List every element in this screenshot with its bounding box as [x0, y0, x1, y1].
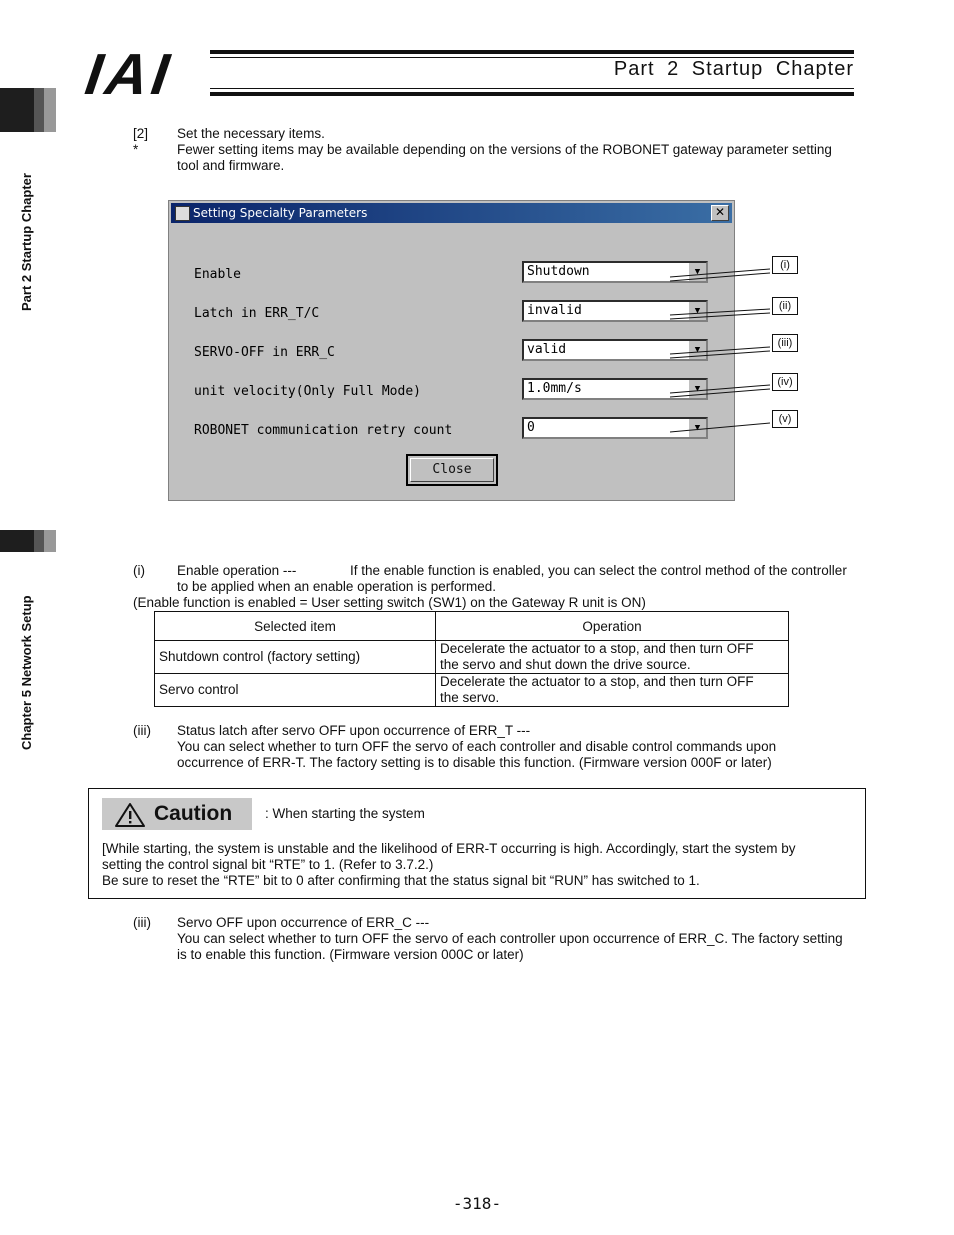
chevron-down-icon[interactable]: ▼	[688, 380, 706, 398]
warning-icon	[114, 802, 146, 828]
callout-iii: (iii)	[772, 334, 798, 352]
item-number: (i)	[133, 563, 145, 578]
chevron-down-icon[interactable]: ▼	[688, 263, 706, 281]
item-number: (iii)	[133, 915, 151, 930]
item-title: Enable operation ---	[177, 563, 297, 578]
step-text: Set the necessary items.	[177, 126, 325, 141]
close-button[interactable]: Close	[406, 454, 498, 486]
note-mark: *	[133, 142, 139, 157]
callout-iv: (iv)	[772, 373, 798, 391]
item-number: (iii)	[133, 723, 151, 738]
iai-logo: IAI	[81, 42, 177, 107]
caution-subtitle: : When starting the system	[265, 806, 425, 821]
table-row	[155, 674, 789, 707]
close-icon[interactable]: ✕	[711, 205, 729, 221]
latch-label: Latch in ERR_T/C	[194, 306, 320, 321]
servo-off-label: SERVO-OFF in ERR_C	[194, 345, 335, 360]
enable-value: Shutdown	[527, 264, 590, 279]
side-chapter-label: Part 2 Startup Chapter	[19, 173, 34, 311]
table-cell: Servo control	[155, 674, 436, 707]
step-number: [2]	[133, 126, 149, 141]
caution-text: Be sure to reset the “RTE” bit to 0 after confirming that the status signal bit “RUN” has switched to 1.	[102, 873, 700, 888]
callout-ii: (ii)	[772, 297, 798, 315]
table-row	[155, 641, 789, 674]
chevron-down-icon[interactable]: ▼	[688, 302, 706, 320]
dialog-title: Setting Specialty Parameters	[193, 206, 368, 220]
side-chapter-label: Chapter 5 Network Setup	[19, 595, 34, 750]
part-title: Part 2 Startup Chapter	[613, 58, 854, 80]
side-tab-marker	[44, 530, 56, 552]
table-cell: Decelerate the actuator to a stop, and then turn OFF the servo.	[436, 674, 789, 707]
dialog-titlebar	[171, 203, 732, 223]
item-description: occurrence of ERR-T. The factory setting is to disable this function. (Firmware version 000F or later)	[177, 755, 772, 770]
header-rule	[210, 92, 854, 96]
item-note: (Enable function is enabled = User setting switch (SW1) on the Gateway R unit is ON)	[133, 595, 646, 610]
caution-label: Caution	[154, 802, 233, 825]
callout-leaders	[660, 255, 780, 435]
enable-label: Enable	[194, 267, 241, 282]
table-header: Operation	[436, 612, 789, 641]
side-tab-marker	[44, 88, 56, 132]
app-icon	[175, 206, 190, 221]
note-text: tool and firmware.	[177, 158, 285, 173]
header-rule	[210, 50, 854, 54]
unit-velocity-value: 1.0mm/s	[527, 381, 582, 396]
table-header: Selected item	[155, 612, 436, 641]
side-tab-marker	[34, 530, 44, 552]
item-description: If the enable function is enabled, you can select the control method of the controller	[350, 563, 847, 578]
item-title: Servo OFF upon occurrence of ERR_C ---	[177, 915, 430, 930]
retry-count-label: ROBONET communication retry count	[194, 423, 453, 438]
unit-velocity-label: unit velocity(Only Full Mode)	[194, 384, 421, 399]
side-tab-marker	[0, 530, 34, 552]
item-description: You can select whether to turn OFF the servo of each controller and disable control commands upon	[177, 739, 777, 754]
specialty-parameters-dialog	[168, 200, 735, 501]
note-text: Fewer setting items may be available depending on the versions of the ROBONET gateway parameter setting	[177, 142, 832, 157]
retry-count-value: 0	[527, 420, 535, 435]
table-cell: Decelerate the actuator to a stop, and then turn OFF the servo and shut down the drive source.	[436, 641, 789, 674]
page-number: -318-	[452, 1194, 502, 1213]
operation-table	[154, 611, 789, 707]
latch-value: invalid	[527, 303, 582, 318]
side-tab-marker	[0, 88, 34, 132]
chevron-down-icon[interactable]: ▼	[688, 419, 706, 437]
header-rule	[210, 88, 854, 89]
table-cell: Shutdown control (factory setting)	[155, 641, 436, 674]
item-description: is to enable this function. (Firmware version 000C or later)	[177, 947, 524, 962]
callout-v: (v)	[772, 410, 798, 428]
item-description: to be applied when an enable operation is performed.	[177, 579, 496, 594]
item-title: Status latch after servo OFF upon occurrence of ERR_T ---	[177, 723, 531, 738]
caution-text: setting the control signal bit “RTE” to 1. (Refer to 3.7.2.)	[102, 857, 434, 872]
caution-text: [While starting, the system is unstable and the likelihood of ERR-T occurring is high. Accordingly, start the system by	[102, 841, 796, 856]
callout-i: (i)	[772, 256, 798, 274]
item-description: You can select whether to turn OFF the servo of each controller upon occurrence of ERR_C. The factory setting	[177, 931, 843, 946]
chevron-down-icon[interactable]: ▼	[688, 341, 706, 359]
side-tab-marker	[34, 88, 44, 132]
servo-off-value: valid	[527, 342, 567, 357]
